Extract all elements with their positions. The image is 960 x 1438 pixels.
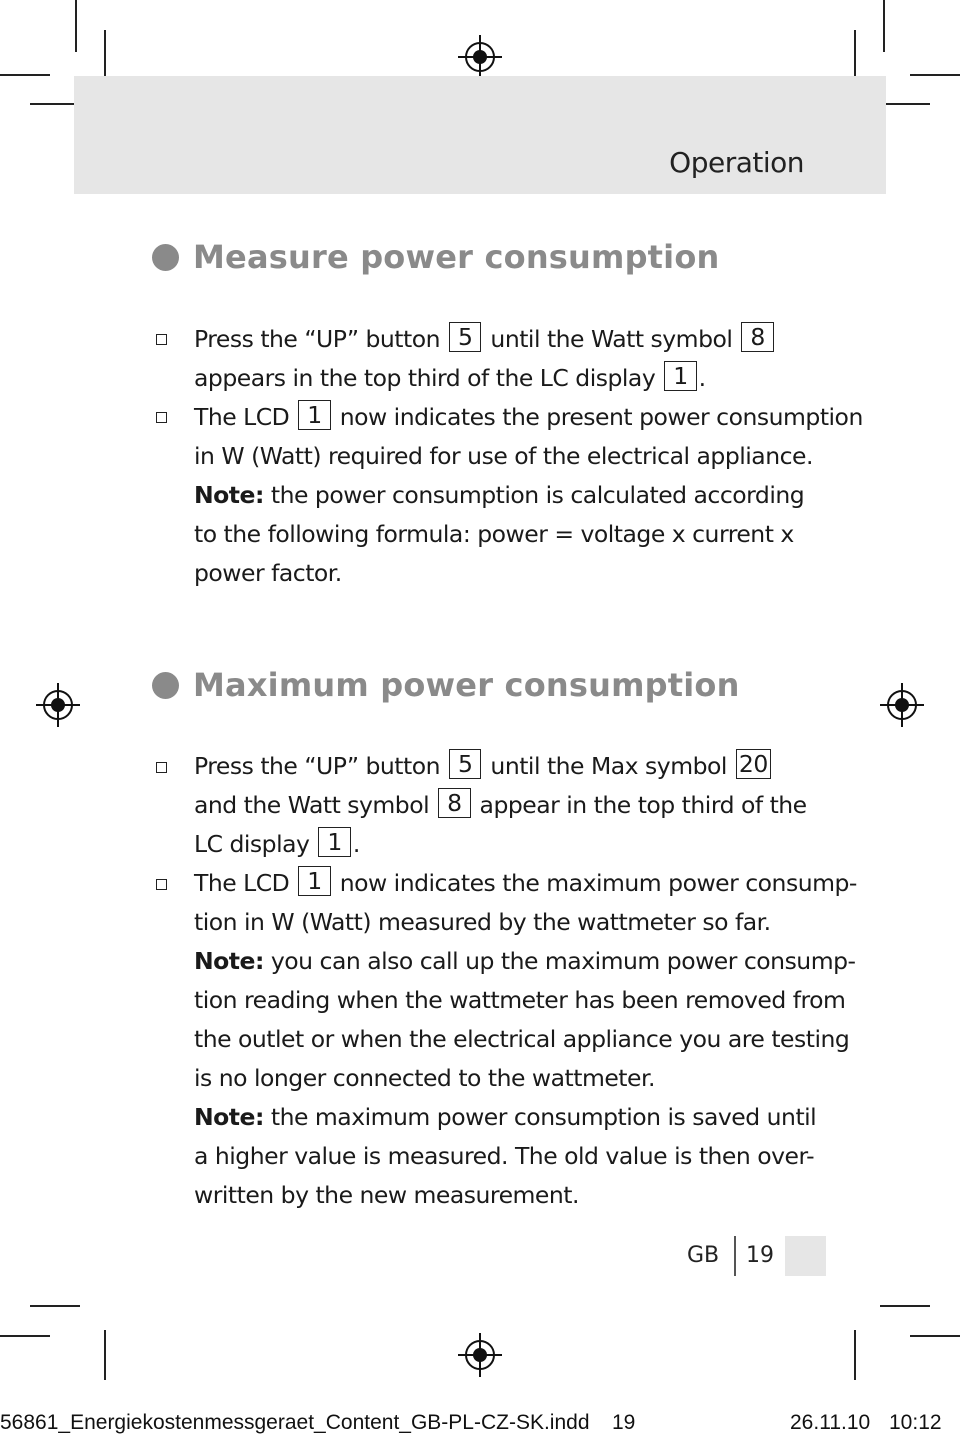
ref-number: 8: [741, 322, 773, 352]
heading-bullet-icon: [152, 672, 179, 699]
checkbox-bullet-icon: [156, 412, 167, 423]
crop-mark: [104, 30, 106, 78]
crop-mark: [910, 1335, 960, 1337]
note: Note: you can also call up the maximum power consump-: [194, 947, 856, 975]
crop-mark: [880, 1305, 930, 1307]
crop-mark: [104, 1330, 106, 1380]
page-tab: [785, 1236, 826, 1276]
note-label: Note:: [194, 947, 264, 975]
crop-mark: [0, 74, 50, 76]
note-label: Note:: [194, 1103, 264, 1131]
ref-number: 5: [449, 749, 481, 779]
ref-number: 8: [438, 788, 470, 818]
crop-mark: [880, 103, 930, 105]
ref-number: 1: [298, 400, 330, 430]
slug-page: 19: [612, 1411, 636, 1434]
page-number: 19: [746, 1243, 774, 1268]
slug-time: 10:12: [889, 1411, 942, 1434]
heading-bullet-icon: [152, 244, 179, 271]
crop-mark: [75, 0, 77, 52]
crop-mark: [854, 1330, 856, 1380]
ref-number: 20: [736, 749, 771, 779]
crop-mark: [883, 0, 885, 52]
registration-mark-icon: [458, 1333, 502, 1377]
crop-mark: [910, 74, 960, 76]
crop-mark: [0, 1335, 50, 1337]
checkbox-bullet-icon: [156, 762, 167, 773]
note: Note: the power consumption is calculated according: [194, 481, 805, 509]
slug-filename: 56861_Energiekostenmessgeraet_Content_GB-PL-CZ-SK.indd: [0, 1411, 590, 1434]
ref-number: 5: [449, 322, 481, 352]
section-label: Operation: [669, 146, 804, 179]
crop-mark: [30, 103, 80, 105]
list-item: Press the “UP” button 5 until the Max symbol 20: [194, 747, 834, 786]
checkbox-bullet-icon: [156, 334, 167, 345]
registration-mark-icon: [36, 683, 80, 727]
ref-number: 1: [298, 866, 330, 896]
ref-number: 1: [664, 361, 696, 391]
list-item: The LCD 1 now indicates the maximum power consump-: [194, 867, 857, 897]
note: Note: the maximum power consumption is saved until: [194, 1103, 817, 1131]
section1-body: Press the “UP” button 5 until the Watt symbol 8 appears in the top third of the LC display 1 . The LCD 1 now indicates the present power consumption in W (Watt) required for use of the electrical appliance. Note: the power consumption is calculated according to the following formula: power = voltage x current x power factor.: [194, 320, 834, 593]
page-lang: GB: [687, 1243, 720, 1268]
note-label: Note:: [194, 481, 264, 509]
slug-date: 26.11.10: [790, 1411, 871, 1434]
ref-number: 1: [318, 827, 350, 857]
registration-mark-icon: [458, 35, 502, 79]
heading-maximum-power: Maximum power consumption: [193, 666, 740, 704]
section2-body: Press the “UP” button 5 until the Max symbol 20 and the Watt symbol 8 appear in the top third of the LC display 1 . The LCD 1 now indicates the maximum power consump- tion in W (Watt) measured by the wattmeter so far. Note: you can also call up the maximum power consump- tion reading when the wattmeter has been removed from the outlet or when the electrical appliance you are testing is no longer connected to the wattmeter. Note: the maximum power consumption is saved until a higher value is measured. The old value is then over- written by the new measurement.: [194, 747, 834, 1215]
list-item: The LCD 1 now indicates the present power consumption: [194, 401, 863, 431]
crop-mark: [854, 30, 856, 78]
heading-measure-power: Measure power consumption: [193, 238, 720, 276]
crop-mark: [30, 1305, 80, 1307]
checkbox-bullet-icon: [156, 879, 167, 890]
page-divider: [734, 1236, 736, 1276]
registration-mark-icon: [880, 683, 924, 727]
list-item: Press the “UP” button 5 until the Watt symbol 8: [194, 320, 834, 359]
